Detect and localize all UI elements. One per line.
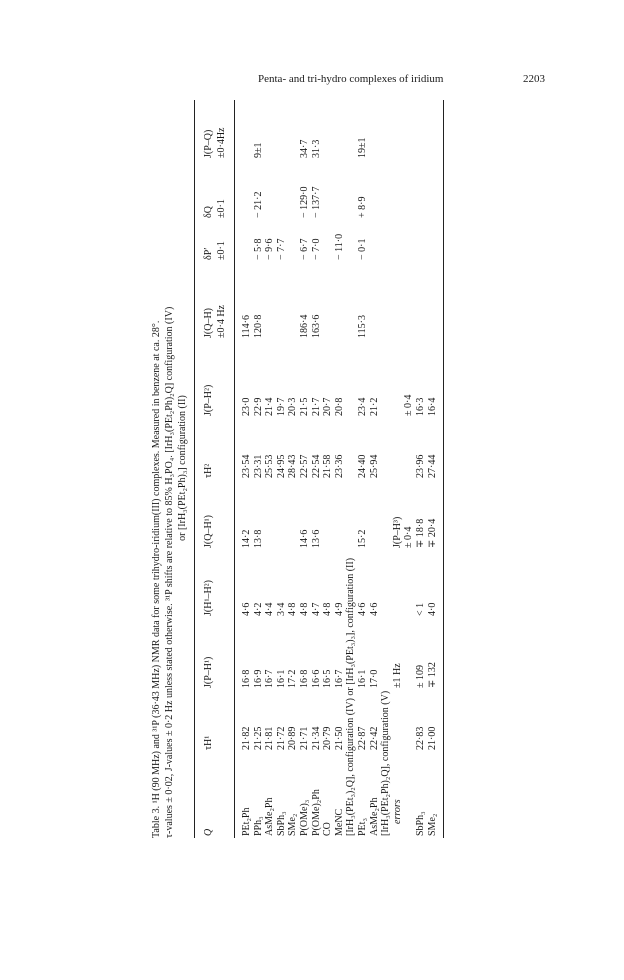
- table-cell: 4·8: [322, 602, 334, 616]
- table-cell: 21·25: [252, 726, 264, 750]
- table-cell: 23·4: [357, 397, 368, 416]
- table-cell: 24·40: [357, 454, 368, 478]
- column-header: J(Q–H): [203, 308, 214, 338]
- table-cell: 16·9: [252, 669, 264, 688]
- table-cell: 15·2: [357, 529, 368, 548]
- column-header: J(P–H¹): [203, 656, 214, 688]
- running-header: Penta- and tri-hydro complexes of iridium: [258, 73, 444, 85]
- table-cell: ∓ 18·8: [415, 518, 426, 548]
- table-cell: 21·5: [299, 397, 310, 416]
- column-subheader: ±0·1: [216, 199, 227, 218]
- column-subheader: ±0·4Hz: [216, 127, 227, 158]
- row-ligand-label: PEt₂Ph: [241, 807, 252, 836]
- column-header: Q: [203, 828, 214, 836]
- table-cell: 34·7: [299, 139, 310, 158]
- table-cell: 20·7: [322, 397, 334, 416]
- table-cell: − 0·1: [357, 238, 368, 260]
- table-cell: 120·8: [252, 314, 264, 338]
- table-cell: 115·3: [357, 315, 368, 338]
- table-cell: 22·42: [368, 726, 380, 750]
- table-cell: 4·6: [241, 602, 252, 616]
- table-cell: 21·50: [333, 726, 345, 750]
- table-cell: 21·2: [368, 397, 380, 416]
- table-cell: 22·57: [299, 454, 310, 478]
- table-cell: 17·2: [287, 669, 299, 688]
- table-cell: 27·44: [426, 454, 438, 478]
- table-cell: 20·3: [287, 397, 299, 416]
- table-cell: 21·7: [310, 397, 322, 416]
- row-ligand-label: PPh₃: [252, 816, 264, 836]
- column-subheader: ±0·4 Hz: [216, 305, 227, 338]
- table-caption-line-3: or [IrH₃(PEt₂Ph)₃] configuration (II): [177, 395, 188, 541]
- table-cell: − 7·7: [275, 238, 287, 260]
- table-section-label: [IrH₃(PEt₂Ph)₂Q], configuration (V): [380, 690, 392, 836]
- table-cell: 21·00: [426, 726, 438, 750]
- table-cell: 16·5: [322, 669, 334, 688]
- row-ligand-label: AsMe₂Ph: [264, 797, 276, 836]
- row-ligand-label: AsMe₂Ph: [368, 797, 380, 836]
- table-cell: 22·9: [252, 397, 264, 416]
- table-cell: 16·6: [310, 669, 322, 688]
- table-cell: 4·2: [252, 602, 264, 616]
- table-cell: 21·4: [264, 397, 276, 416]
- column-header: τH¹: [203, 735, 214, 750]
- row-ligand-label: SbPh₃: [275, 811, 287, 836]
- column-header: J(Q–H¹): [203, 515, 214, 548]
- table-cell: ∓ 20·4: [426, 518, 438, 548]
- table-cell: 20·8: [333, 397, 345, 416]
- table-cell: 16·1: [357, 669, 368, 688]
- table-cell: ±1 Hz: [391, 663, 403, 688]
- table-cell: 16·4: [426, 397, 438, 416]
- table-cell: ± 109: [415, 665, 426, 688]
- column-header: τH²: [203, 463, 214, 478]
- rotated-nmr-table: [152, 98, 452, 838]
- column-header: J(H¹–H²): [203, 580, 214, 616]
- column-header: δQ: [203, 206, 214, 218]
- table-cell: 17·0: [368, 669, 380, 688]
- table-cell: ∓ 132: [426, 662, 438, 688]
- table-cell: 21·58: [322, 454, 334, 478]
- column-header: J(P–Q): [203, 129, 214, 158]
- table-cell: 21·34: [310, 726, 322, 750]
- table-cell: 19·7: [275, 397, 287, 416]
- table-cell: 19±1: [357, 137, 368, 158]
- row-ligand-label: CO: [322, 822, 334, 836]
- table-cell: 23·36: [333, 454, 345, 478]
- table-cell: 23·31: [252, 454, 264, 478]
- table-cell: 13·6: [310, 529, 322, 548]
- table-cell: 23·0: [241, 397, 252, 416]
- table-cell: < 1: [415, 602, 426, 616]
- table-cell: + 8·9: [357, 196, 368, 218]
- table-cell: 31·3: [310, 139, 322, 158]
- table-cell: 20·89: [287, 726, 299, 750]
- table-cell: 16·3: [415, 397, 426, 416]
- page-number: 2203: [523, 73, 545, 85]
- table-cell: 20·79: [322, 726, 334, 750]
- table-cell: 4·0: [426, 602, 438, 616]
- table-cell: 22·54: [310, 454, 322, 478]
- table-cell: − 5·8: [252, 238, 264, 260]
- table-cell: ± 0·4: [403, 394, 415, 416]
- table-cell: 16·8: [241, 669, 252, 688]
- table-cell: 9±1: [252, 142, 264, 158]
- table-cell: 21·72: [275, 726, 287, 750]
- table-cell: 16·1: [275, 669, 287, 688]
- table-caption-line-1: Table 3. ¹H (90 MHz) and ³¹P (36·43 MHz) NMR data for some trihydro-iridium(III) complexes. Measured in benzene at ca. 28°.: [151, 320, 162, 838]
- table-top-rule: [194, 100, 195, 838]
- table-cell: 4·6: [357, 602, 368, 616]
- table-cell: 163·6: [310, 314, 322, 338]
- table-cell: 4·4: [264, 602, 276, 616]
- table-cell: 114·6: [241, 315, 252, 338]
- table-cell: ± 0·4: [403, 526, 415, 548]
- table-cell: 21·81: [264, 726, 276, 750]
- table-header-rule: [234, 100, 235, 838]
- table-cell: 22·83: [415, 726, 426, 750]
- table-cell: 21·82: [241, 726, 252, 750]
- table-cell: 21·71: [299, 726, 310, 750]
- table-cell: − 9·6: [264, 238, 276, 260]
- table-cell: − 7·0: [310, 238, 322, 260]
- column-subheader: ±0·1: [216, 241, 227, 260]
- row-ligand-label: PEt₃: [357, 818, 368, 836]
- table-cell: 4·8: [299, 602, 310, 616]
- row-ligand-label: errors: [391, 799, 403, 824]
- table-cell: 25·53: [264, 454, 276, 478]
- table-cell: J(P–H³): [391, 516, 403, 548]
- table-cell: 13·8: [252, 529, 264, 548]
- column-header: δP′: [203, 247, 214, 260]
- table-cell: 23·96: [415, 454, 426, 478]
- table-cell: 14·2: [241, 529, 252, 548]
- table-cell: 25·94: [368, 454, 380, 478]
- row-ligand-label: MeNC: [333, 808, 345, 836]
- table-cell: − 137·7: [310, 186, 322, 218]
- row-ligand-label: P(OMe)₃: [299, 799, 310, 836]
- table-cell: 22·87: [357, 726, 368, 750]
- table-cell: 24·95: [275, 454, 287, 478]
- table-cell: − 21·2: [252, 191, 264, 218]
- row-ligand-label: SMe₂: [426, 813, 438, 836]
- row-ligand-label: P(OMe)₂Ph: [310, 789, 322, 836]
- table-cell: 4·9: [333, 602, 345, 616]
- table-cell: 16·7: [264, 669, 276, 688]
- table-cell: 186·4: [299, 314, 310, 338]
- table-cell: − 129·0: [299, 186, 310, 218]
- table-cell: 4·8: [287, 602, 299, 616]
- row-ligand-label: SMe₂: [287, 813, 299, 836]
- table-cell: 23·54: [241, 454, 252, 478]
- table-bottom-rule: [443, 100, 444, 838]
- table-cell: − 11·0: [333, 233, 345, 260]
- table-section-label: [IrH₃(PEt₃)₂Q], configuration (IV) or [IrH₃(PEt₃)₃], configuration (II): [345, 557, 357, 836]
- table-cell: 3·4: [275, 602, 287, 616]
- table-cell: 4·7: [310, 602, 322, 616]
- table-cell: 28·43: [287, 454, 299, 478]
- table-cell: − 6·7: [299, 238, 310, 260]
- table-caption-line-2: τ-values ± 0·02, J-values ± 0·2 Hz unless stated otherwise. ³¹P shifts are relative to 85% H₃PO₄. [IrH₃(PEt₂Ph)₂Q] configuration (IV): [164, 306, 175, 838]
- table-cell: 16·8: [299, 669, 310, 688]
- table-cell: 14·6: [299, 529, 310, 548]
- row-ligand-label: SbPh₃: [415, 811, 426, 836]
- column-header: J(P–H²): [203, 384, 214, 416]
- table-cell: 16·7: [333, 669, 345, 688]
- table-cell: 4·6: [368, 602, 380, 616]
